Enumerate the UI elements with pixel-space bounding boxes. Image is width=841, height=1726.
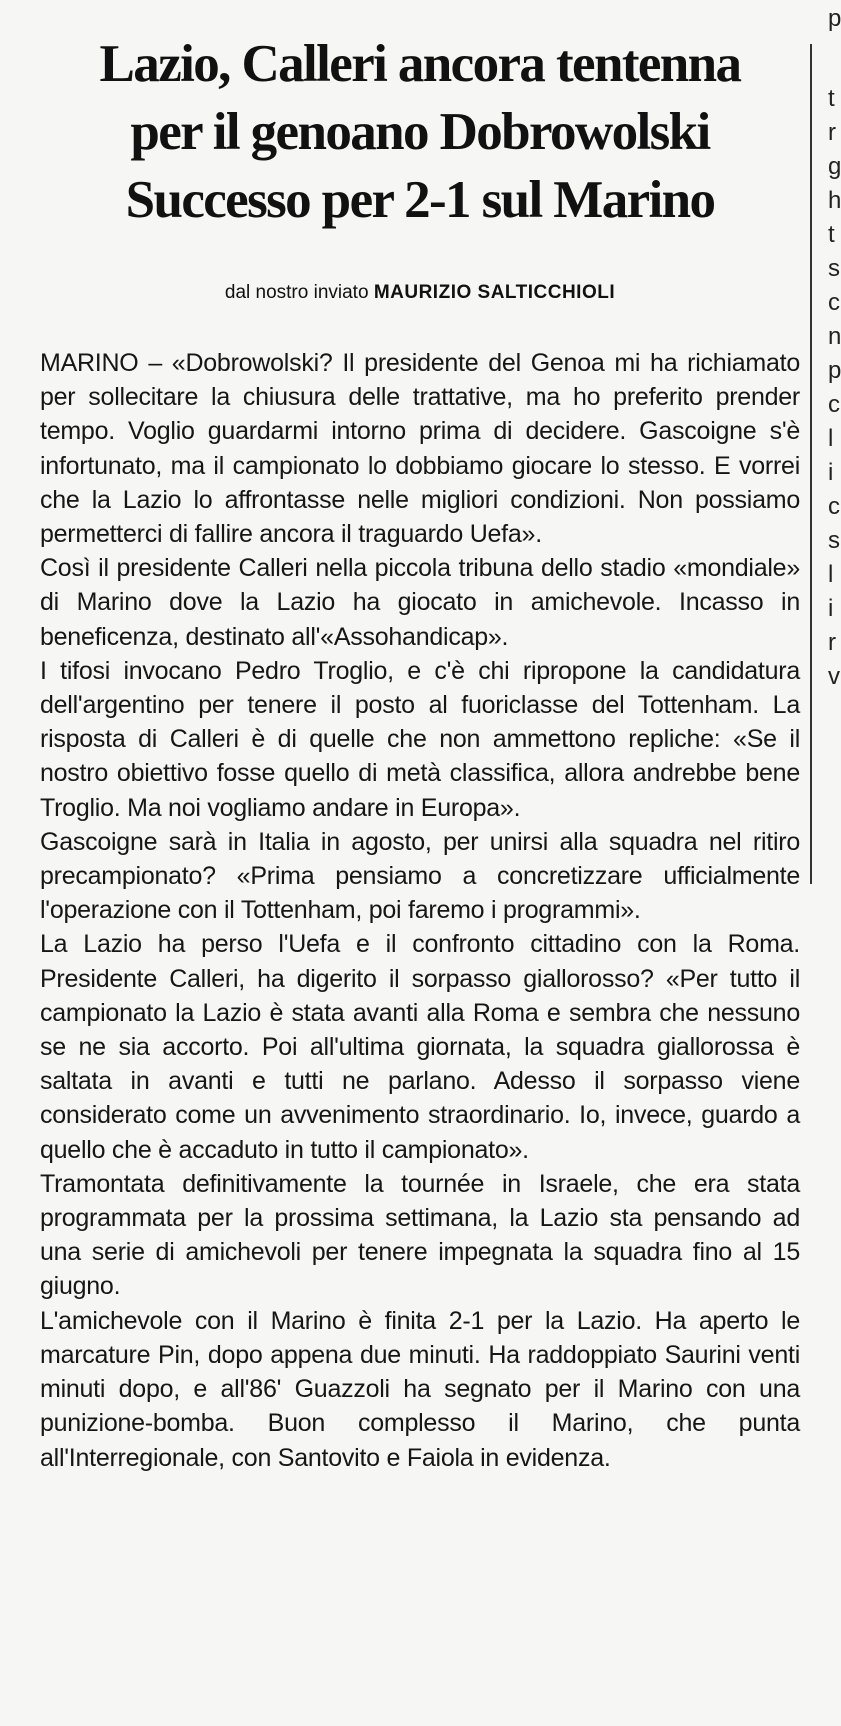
fragment: v (828, 663, 840, 690)
fragment: c (828, 391, 840, 418)
fragment: l (828, 425, 834, 452)
paragraph: Così il presidente Calleri nella piccola tribuna dello stadio «mondiale» di Marino dove la Lazio ha giocato in amichevole. Incasso in beneficenza, destinato all'«Assohandicap». (40, 554, 800, 651)
fragment: p (828, 5, 841, 32)
fragment: t (828, 221, 835, 248)
fragment: s (828, 527, 840, 554)
headline-line-3: Successo per 2-1 sul Marino (125, 171, 715, 229)
adjacent-column-fragments (828, 0, 840, 900)
fragment: g (828, 153, 841, 180)
paragraph: I tifosi invocano Pedro Troglio, e c'è chi ripropone la candidatura dell'argentino per tenere il posto al fuoriclasse del Tottenham. La risposta di Calleri è di quelle che non ammettono repliche: «Se il nostro obiettivo fosse quello di metà classifica, allora andrebbe bene Troglio. Ma noi vogliamo andare in Europa». (40, 656, 800, 822)
fragment: n (828, 323, 841, 350)
byline (40, 282, 800, 304)
fragment: h (828, 187, 841, 214)
paragraph: La Lazio ha perso l'Uefa e il confronto cittadino con la Roma. Presidente Calleri, ha digerito il sorpasso giallorosso? «Per tutto il campionato la Lazio è stata avanti alla Roma e sembra che nessuno se ne sia accorto. Poi all'ultima giornata, la squadra giallorossa è saltata in avanti e tutti ne parlano. Adesso il sorpasso viene considerato come un avvenimento straordinario. Io, invece, guardo a quello che è accaduto in tutto il campionato». (40, 930, 800, 1164)
fragment: t (828, 85, 835, 112)
article (40, 30, 800, 1475)
fragment: l (828, 561, 834, 588)
paragraph: MARINO – «Dobrowolski? Il presidente del Genoa mi ha richiamato per sollecitare la chiusura delle trattative, ma ho preferito prender tempo. Voglio guardarmi intorno prima di decidere. Gascoigne s'è infortunato, ma il campionato lo dobbiamo giocare lo stesso. E vorrei che la Lazio lo affrontasse nelle migliori condizioni. Non possiamo permetterci di fallire ancora il traguardo Uefa». (40, 349, 800, 549)
byline-prefix: dal nostro inviato (224, 282, 369, 303)
fragment: r (828, 119, 836, 146)
fragment: i (828, 595, 834, 622)
paragraph: Gascoigne sarà in Italia in agosto, per unirsi alla squadra nel ritiro precampionato? «Prima pensiamo a concretizzare ufficialmente l'operazione con il Tottenham, poi faremo i programmi». (40, 827, 800, 925)
paragraph: Tramontata definitivamente la tournée in Israele, che era stata programmata per la prossima settimana, la Lazio sta pensando ad una serie di amichevoli per tenere impegnata la squadra fino al 15 giugno. (40, 1169, 800, 1301)
fragment: c (828, 289, 840, 316)
byline-author: MAURIZIO SALTICCHIOLI (373, 282, 616, 303)
article-body (40, 346, 800, 1475)
headline-line-1: Lazio, Calleri ancora tentenna (99, 35, 741, 93)
fragment: s (828, 255, 840, 282)
fragment: p (828, 357, 841, 384)
fragment: r (828, 629, 836, 656)
headline (40, 30, 800, 234)
paragraph: L'amichevole con il Marino è finita 2-1 per la Lazio. Ha aperto le marcature Pin, dopo appena due minuti. Ha raddoppiato Saurini venti minuti dopo, e all'86' Guazzoli ha segnato per il Marino con una punizione-bomba. Buon complesso il Marino, che punta all'Interregionale, con Santovito e Faiola in evidenza. (40, 1306, 800, 1472)
headline-line-2: per il genoano Dobrowolski (130, 103, 710, 161)
fragment: c (828, 493, 840, 520)
column-divider (810, 44, 812, 884)
fragment: i (828, 459, 834, 486)
